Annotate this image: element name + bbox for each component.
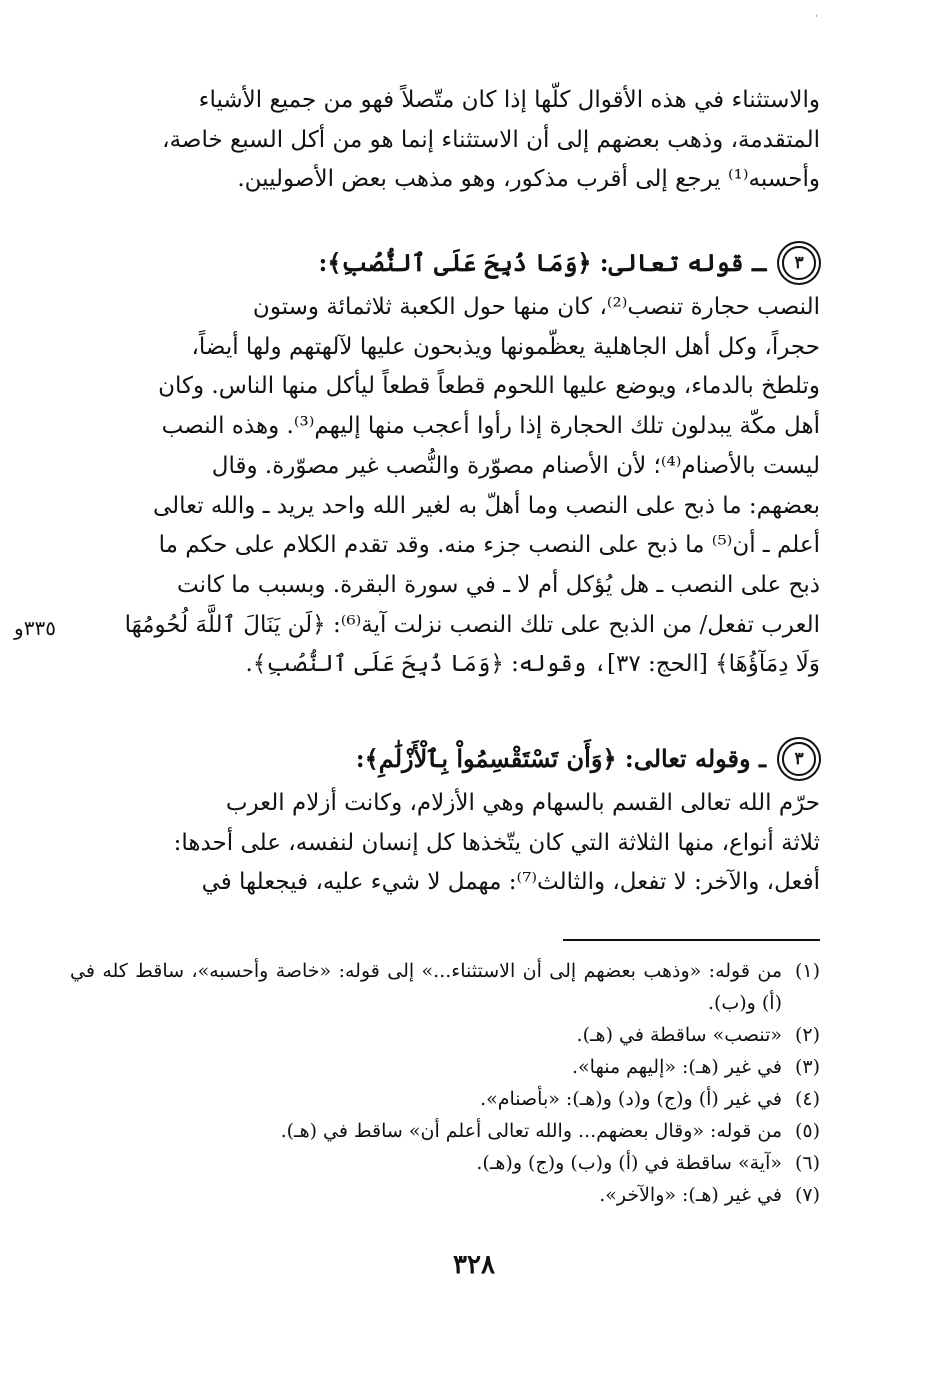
section-body-nusub bbox=[70, 288, 820, 685]
footnote-number: (٥) bbox=[794, 1120, 820, 1142]
intro-line: وأحسبه⁽¹⁾ يرجع إلى أقرب مذكور، وهو مذهب بعض الأصوليين. bbox=[237, 166, 820, 193]
footnote-number: (٢) bbox=[794, 1024, 820, 1046]
footnote-text: في غير (أ) و(ج) و(د) و(هـ): «بأصنام». bbox=[480, 1088, 782, 1110]
body-line: العرب تفعل/ من الذبح على تلك النصب نزلت آية⁽⁶⁾: ﴿لَن يَنَالَ ٱللَّهَ لُحُومُهَا bbox=[124, 611, 820, 638]
footnote-separator bbox=[563, 939, 820, 941]
footnote-text: من قوله: «وذهب بعضهم إلى أن الاستثناء...» إلى قوله: «خاصة وأحسبه»، ساقط كله في (أ) و(ب). bbox=[70, 960, 782, 1014]
footnote bbox=[70, 1019, 820, 1051]
body-line: ثلاثة أنواع، منها الثلاثة التي كان يتّخذها كل إنسان لنفسه، على أحدها: bbox=[173, 829, 820, 856]
footnote bbox=[70, 1147, 820, 1179]
body-line: بعضهم: ما ذبح على النصب وما أهلّ به لغير الله واحد يريد ـ والله تعالى bbox=[152, 492, 820, 519]
page-number: ٣٢٨ bbox=[453, 1250, 495, 1280]
section-heading-text: ـ وقوله تعالى: ﴿وَأَن تَسْتَقْسِمُواْ بِٱلْأَزْلَٰمِ﴾: bbox=[355, 744, 766, 773]
footnote bbox=[70, 1179, 820, 1211]
corner-mark: ٬ bbox=[815, 14, 819, 25]
footnote-text: من قوله: «وقال بعضهم... والله تعالى أعلم أن» ساقط في (هـ). bbox=[280, 1120, 782, 1142]
section-body-azlam bbox=[70, 784, 820, 903]
footnote-number: (٤) bbox=[794, 1088, 820, 1110]
section-number-badge: ٣ bbox=[782, 246, 816, 280]
footnote bbox=[70, 1051, 820, 1083]
body-line: أعلم ـ أن⁽⁵⁾ ما ذبح على النصب جزء منه. وقد تقدم الكلام على حكم ما bbox=[158, 532, 820, 559]
section-heading-azlam bbox=[70, 737, 820, 781]
footnote-text: «تنصب» ساقطة في (هـ). bbox=[576, 1024, 782, 1046]
footnote-number: (٦) bbox=[794, 1152, 820, 1174]
body-line: أهل مكّة يبدلون تلك الحجارة إذا رأوا أعجب منها إليهم⁽³⁾. وهذه النصب bbox=[161, 413, 820, 440]
body-line: النصب حجارة تنصب⁽²⁾، كان منها حول الكعبة ثلاثمائة وستون bbox=[252, 294, 820, 320]
footnote-number: (٧) bbox=[794, 1184, 820, 1206]
intro-paragraph bbox=[70, 81, 820, 200]
body-line: حجراً، وكل أهل الجاهلية يعظّمونها ويذبحون عليها لآلهتهم ولها أيضاً، bbox=[191, 333, 820, 360]
footnote-text: في غير (هـ): «إليهم منها». bbox=[572, 1056, 782, 1078]
body-line: وتلطخ بالدماء، ويوضع عليها اللحوم قطعاً قطعاً ليأكل منها الناس. وكان bbox=[158, 373, 820, 400]
body-line: حرّم الله تعالى القسم بالسهام وهي الأزلام، وكانت أزلام العرب bbox=[225, 790, 820, 816]
body-line: ذبح على النصب ـ هل يُؤكل أم لا ـ في سورة البقرة. وبسبب ما كانت bbox=[177, 571, 820, 598]
footnote bbox=[70, 1115, 820, 1147]
section-heading-text: ـ قوله تعالى: ﴿وَمَا ذُبِحَ عَلَى ٱلنُّصُبِ﴾: bbox=[318, 248, 766, 277]
footnote-text: في غير (هـ): «والآخر». bbox=[599, 1184, 782, 1206]
footnote bbox=[70, 955, 820, 1019]
footnote-text: «آية» ساقطة في (أ) و(ب) و(ج) و(هـ). bbox=[476, 1152, 782, 1174]
footnote-number: (٣) bbox=[794, 1056, 820, 1078]
section-heading-nusub bbox=[70, 241, 820, 285]
footnote bbox=[70, 1083, 820, 1115]
intro-line: المتقدمة، وذهب بعضهم إلى أن الاستثناء إنما هو من أكل السبع خاصة، bbox=[162, 126, 820, 153]
footnotes bbox=[70, 955, 820, 1211]
intro-line: والاستثناء في هذه الأقوال كلّها إذا كان متّصلاً فهو من جميع الأشياء bbox=[198, 87, 820, 113]
manuscript-folio-marker: ٣٣٥و bbox=[14, 616, 56, 640]
body-line: وَلَا دِمَآؤُهَا﴾ [الحج: ٣٧]، وقوله: ﴿وَمَا ذُبِحَ عَلَى ٱلنُّصُبِ﴾. bbox=[245, 651, 820, 678]
body-line: ليست بالأصنام⁽⁴⁾؛ لأن الأصنام مصوّرة والنُّصب غير مصوّرة. وقال bbox=[211, 452, 820, 479]
section-number-badge: ٣ bbox=[782, 742, 816, 776]
body-line: أفعل، والآخر: لا تفعل، والثالث⁽⁷⁾: مهمل لا شيء عليه، فيجعلها في bbox=[201, 869, 820, 896]
footnote-number: (١) bbox=[794, 960, 820, 982]
